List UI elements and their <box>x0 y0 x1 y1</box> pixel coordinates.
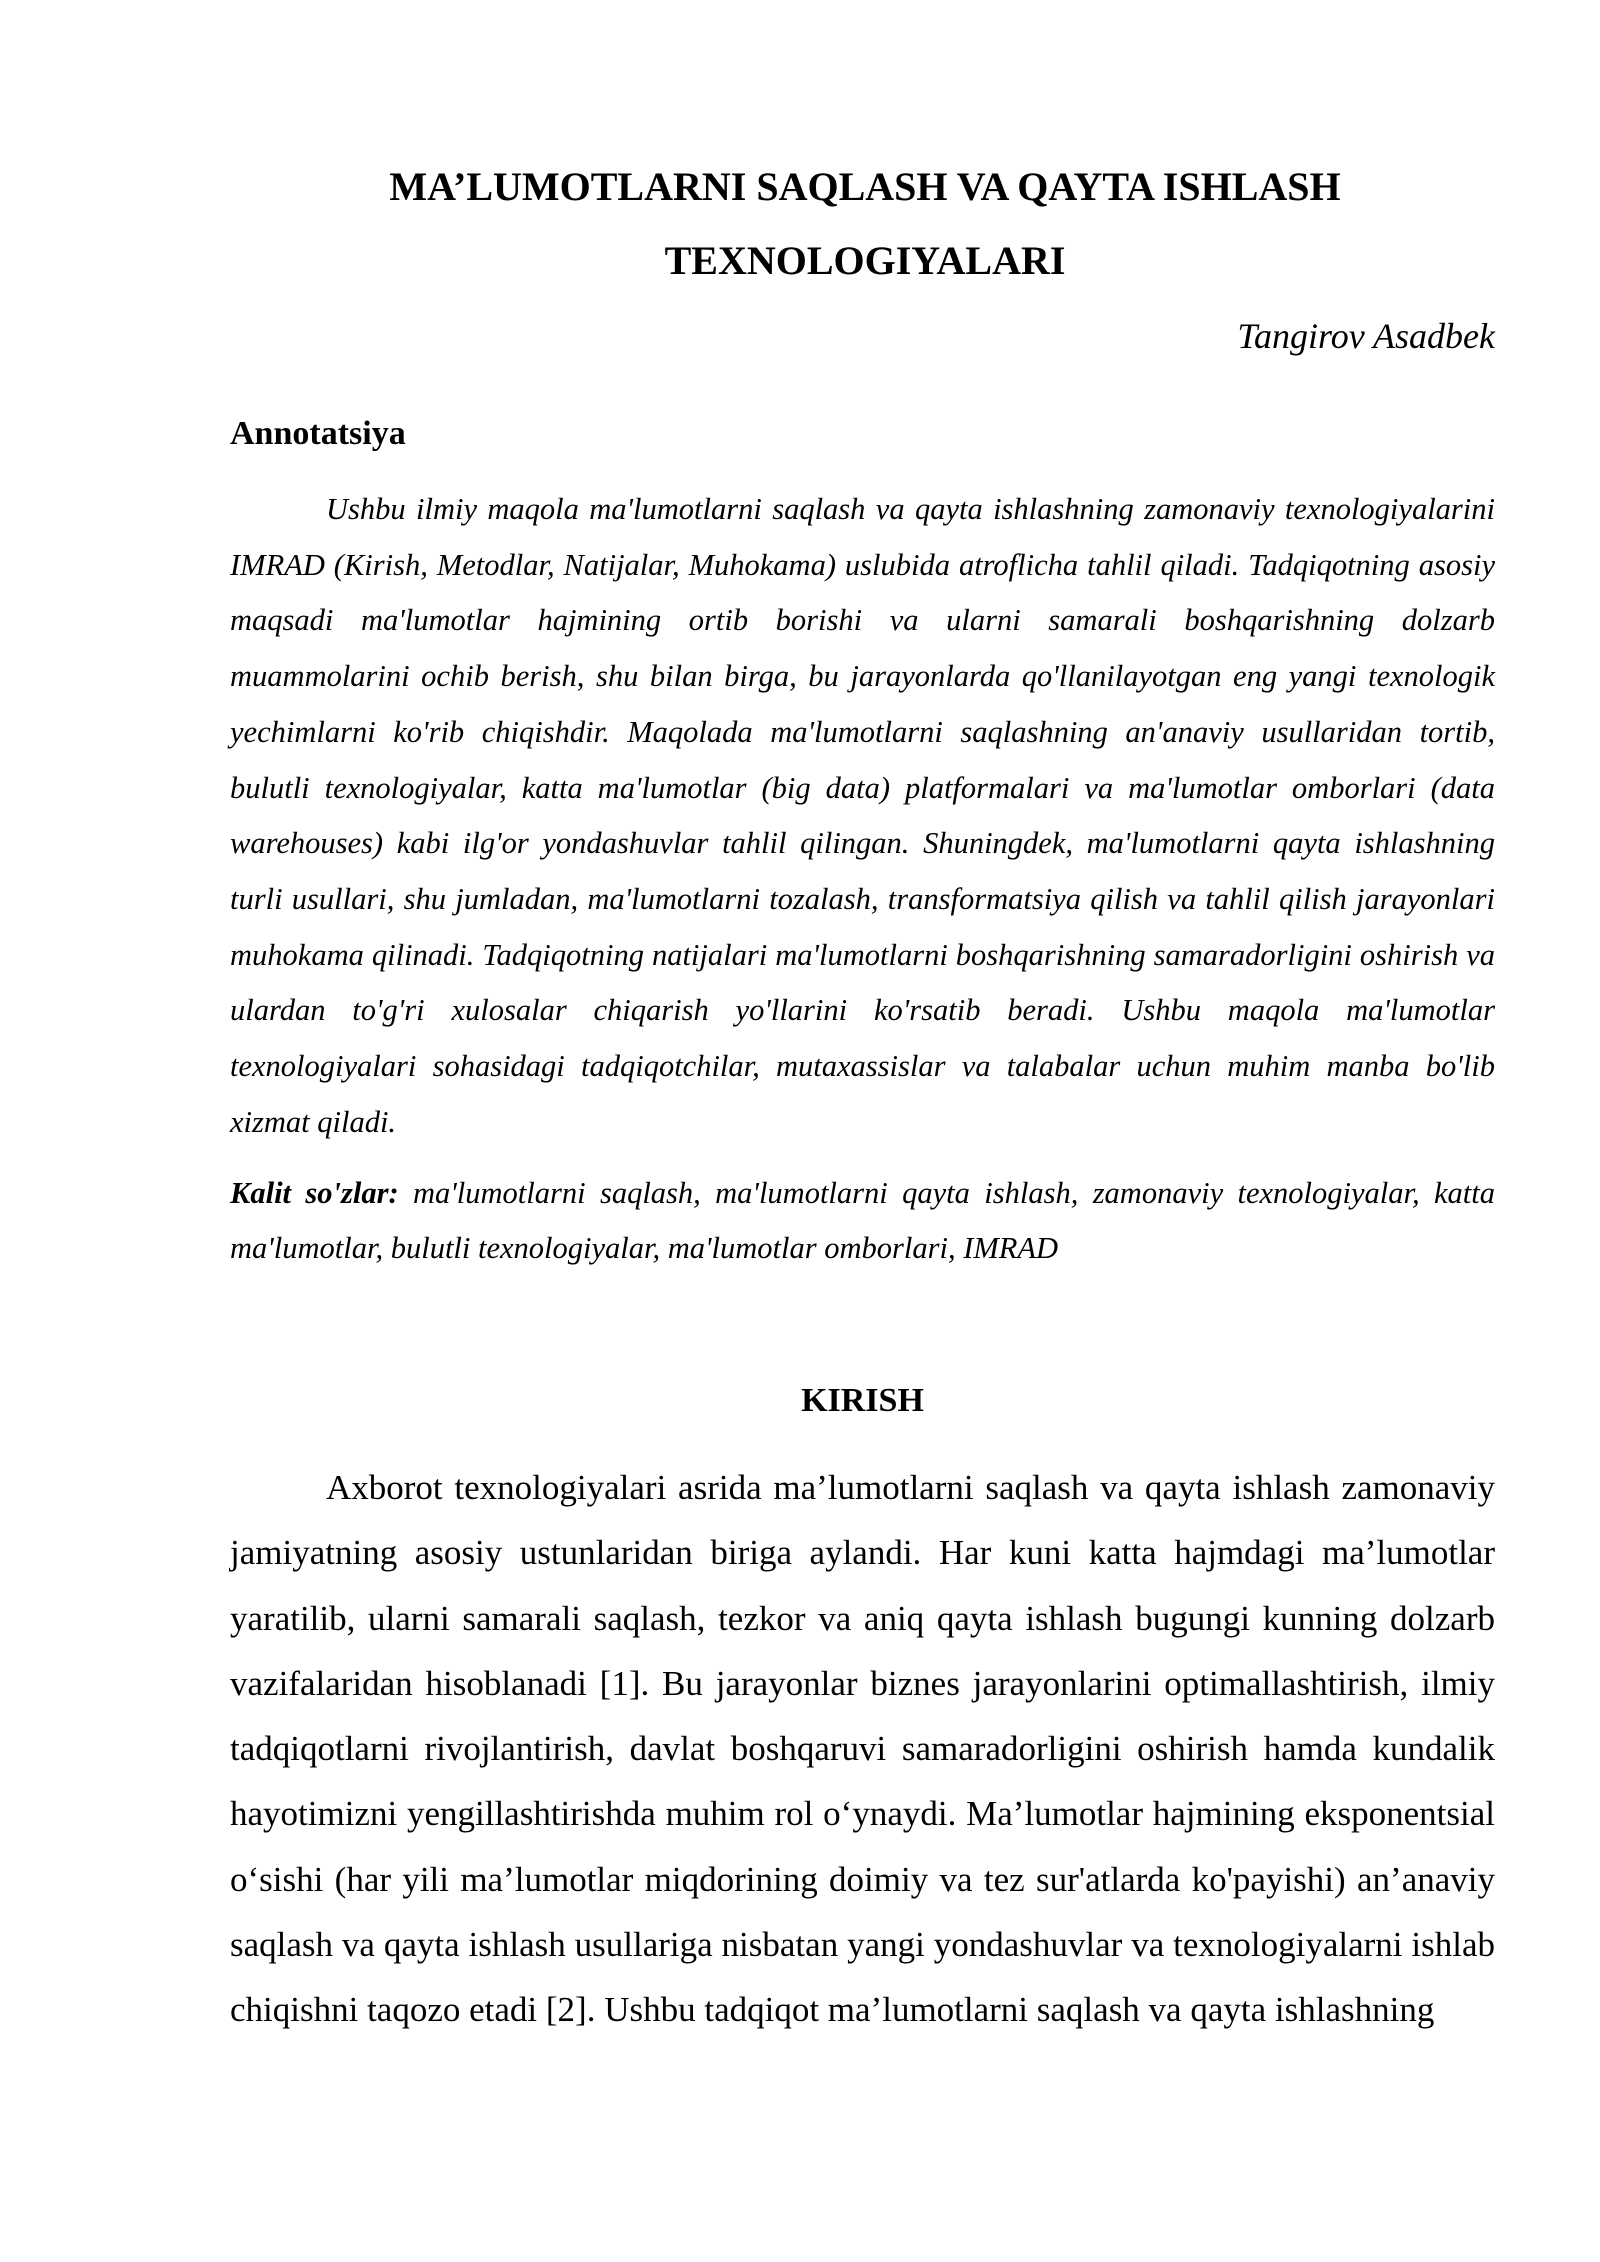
abstract-text: Ushbu ilmiy maqola ma'lumotlarni saqlash va qayta ishlashning zamonaviy texnologiyalarini IMRAD (Kirish, Metodlar, Natijalar, Muhokama) uslubida atroflicha tahlil qiladi. Tadqiqotning asosiy maqsadi ma'lumotlar hajmining ortib borishi va ularni samarali boshqarishning dolzarb muammolarini ochib berish, shu bilan birga, bu jarayonlarda qo'llanilayotgan eng yangi texnologik yechimlarni ko'rib chiqishdir. Maqolada ma'lumotlarni saqlashning an'anaviy usullaridan tortib, bulutli texnologiyalar, katta ma'lumotlar (big data) platformalari va ma'lumotlar omborlari (data warehouses) kabi ilg'or yondashuvlar tahlil qilingan. Shuningdek, ma'lumotlarni qayta ishlashning turli usullari, shu jumladan, ma'lumotlarni tozalash, transformatsiya qilish va tahlil qilish jarayonlari muhokama qilinadi. Tadqiqotning natijalari ma'lumotlarni boshqarishning samaradorligini oshirish va ulardan to'g'ri xulosalar chiqarish yo'llarini ko'rsatib beradi. Ushbu maqola ma'lumotlar texnologiyalari sohasidagi tadqiqotchilar, mutaxassislar va talabalar uchun muhim manba bo'lib xizmat qiladi. <box>230 492 1495 1139</box>
keywords-paragraph <box>230 1166 1495 1276</box>
introduction-heading: KIRISH <box>801 1382 924 1419</box>
introduction-text: Axborot texnologiyalari asrida ma’lumotlarni saqlash va qayta ishlash zamonaviy jamiyatning asosiy ustunlaridan biriga aylandi. Har kuni katta hajmdagi ma’lumotlar yaratilib, ularni samarali saqlash, tezkor va aniq qayta ishlash bugungi kunning dolzarb vazifalaridan hisoblanadi [1]. Bu jarayonlar biznes jarayonlarini optimallashtirish, ilmiy tadqiqotlarni rivojlantirish, davlat boshqaruvi samaradorligini oshirish hamda kundalik hayotimizni yengillashtirishda muhim rol o‘ynaydi. Ma’lumotlar hajmining eksponentsial o‘sishi (har yili ma’lumotlar miqdorining doimiy va tez sur'atlarda ko'payishi) an’anaviy saqlash va qayta ishlash usullariga nisbatan yangi yondashuvlar va texnologiyalarni ishlab chiqishni taqozo etadi [2]. Ushbu tadqiqot ma’lumotlarni saqlash va qayta ishlashning <box>230 1468 1495 2030</box>
abstract-heading: Annotatsiya <box>230 415 406 452</box>
paper-title: MA’LUMOTLARNI SAQLASH VA QAYTA ISHLASH TEXNOLOGIYALARI <box>389 164 1341 283</box>
keywords-text: ma'lumotlarni saqlash, ma'lumotlarni qayta ishlash, zamonaviy texnologiyalar, katta ma'lumotlar, bulutli texnologiyalar, ma'lumotlar omborlari, IMRAD <box>230 1176 1495 1265</box>
author-name: Tangirov Asadbek <box>1237 316 1495 356</box>
keywords-label: Kalit so'zlar: <box>230 1176 399 1210</box>
